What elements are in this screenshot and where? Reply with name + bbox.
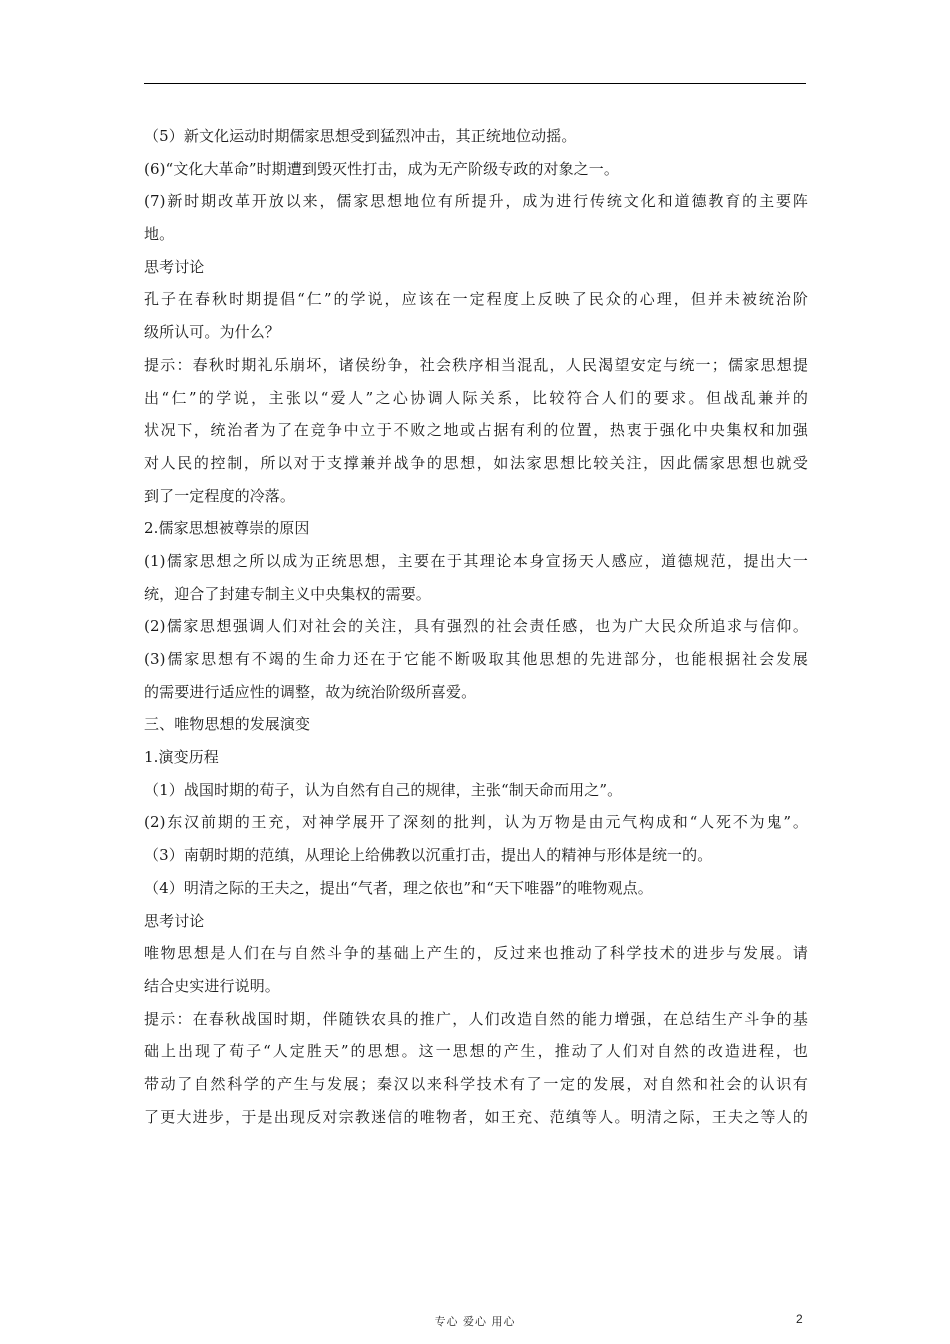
text-line: 思考讨论 — [144, 257, 205, 276]
text-line: （4）明清之际的王夫之，提出“气者，理之依也”和“天下唯器”的唯物观点。 — [144, 878, 653, 897]
text-line: 地。 — [144, 225, 175, 244]
text-line: 提示：春秋时期礼乐崩坏，诸侯纷争，社会秩序相当混乱，人民渴望安定与统一；儒家思想提 — [144, 355, 808, 374]
document-body — [144, 120, 808, 1133]
text-line: （1）战国时期的荀子，认为自然有自己的规律，主张“制天命而用之”。 — [144, 780, 623, 799]
text-line: 结合史实进行说明。 — [144, 976, 280, 995]
text-line: (2)儒家思想强调人们对社会的关注，具有强烈的社会责任感，也为广大民众所追求与信仰。 — [144, 617, 808, 636]
header-rule — [144, 83, 806, 84]
text-line: (1)儒家思想之所以成为正统思想，主要在于其理论本身宣扬天人感应，道德规范，提出大一 — [144, 551, 808, 570]
text-line: 了更大进步，于是出现反对宗教迷信的唯物者，如王充、范缜等人。明清之际，王夫之等人的 — [144, 1107, 808, 1126]
text-line: 出“仁”的学说，主张以“爱人”之心协调人际关系，比较符合人们的要求。但战乱兼并的 — [144, 388, 808, 407]
footer-motto: 专心 爱心 用心 — [434, 1315, 516, 1328]
text-line: (3)儒家思想有不竭的生命力还在于它能不断吸取其他思想的先进部分，也能根据社会发展 — [144, 650, 808, 668]
text-line: 提示：在春秋战国时期，伴随铁农具的推广，人们改造自然的能力增强，在总结生产斗争的基 — [144, 1009, 808, 1028]
text-line: 三、唯物思想的发展演变 — [144, 715, 311, 734]
text-line: 思考讨论 — [144, 911, 205, 930]
text-line: 唯物思想是人们在与自然斗争的基础上产生的，反过来也推动了科学技术的进步与发展。请 — [144, 944, 808, 963]
text-line: 统，迎合了封建专制主义中央集权的需要。 — [144, 584, 431, 603]
text-line: 带动了自然科学的产生与发展；秦汉以来科学技术有了一定的发展，对自然和社会的认识有 — [144, 1074, 808, 1093]
text-line: (2)东汉前期的王充，对神学展开了深刻的批判，认为万物是由元气构成和“人死不为鬼”。 — [144, 813, 808, 832]
text-line: 到了一定程度的冷落。 — [144, 486, 296, 505]
text-line: （3）南朝时期的范缜，从理论上给佛教以沉重打击，提出人的精神与形体是统一的。 — [144, 846, 713, 865]
text-line: 础上出现了荀子“人定胜天”的思想。这一思想的产生，推动了人们对自然的改造进程，也 — [144, 1042, 808, 1061]
text-line: 2.儒家思想被尊崇的原因 — [144, 519, 310, 538]
text-line: (7)新时期改革开放以来，儒家思想地位有所提升，成为进行传统文化和道德教育的主要阵 — [144, 192, 808, 211]
text-line: (6)“文化大革命”时期遭到毁灭性打击，成为无产阶级专政的对象之一。 — [144, 159, 619, 178]
text-line: 的需要进行适应性的调整，故为统治阶级所喜爱。 — [144, 682, 477, 701]
text-line: 孔子在春秋时期提倡“仁”的学说，应该在一定程度上反映了民众的心理，但并未被统治阶 — [144, 290, 808, 309]
text-line: （5）新文化运动时期儒家思想受到猛烈冲击，其正统地位动摇。 — [144, 127, 577, 145]
text-line: 对人民的控制，所以对于支撑兼并战争的思想，如法家思想比较关注，因此儒家思想也就受 — [144, 453, 808, 472]
text-line: 状况下，统治者为了在竞争中立于不败之地或占据有利的位置，热衷于强化中央集权和加强 — [144, 421, 808, 440]
page-number: 2 — [796, 1312, 803, 1326]
text-line: 1.演变历程 — [144, 748, 219, 767]
text-line: 级所认可。为什么？ — [144, 323, 280, 342]
